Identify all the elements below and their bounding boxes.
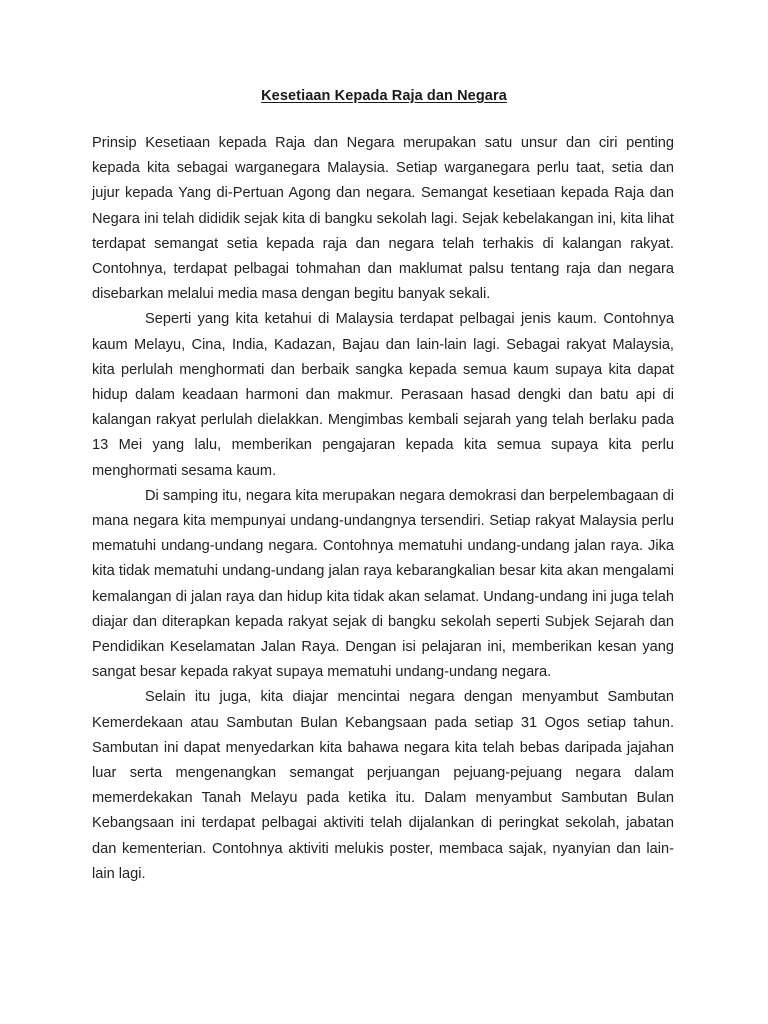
- document-title: Kesetiaan Kepada Raja dan Negara: [261, 88, 507, 104]
- paragraph-1: Prinsip Kesetiaan kepada Raja dan Negara merupakan satu unsur dan ciri penting kepada kita sebagai warganegara Malaysia. Setiap warganegara perlu taat, setia dan jujur kepada Yang di-Pertuan Agong dan negara. Semangat kesetiaan kepada Raja dan Negara ini telah dididik sejak kita di bangku sekolah lagi. Sejak kebelakangan ini, kita lihat terdapat semangat setia kepada raja dan negara telah terhakis di kalangan rakyat. Contohnya, terdapat pelbagai tohmahan dan maklumat palsu tentang raja dan negara disebarkan melalui media masa dengan begitu banyak sekali.: [92, 135, 674, 303]
- document-body: [92, 131, 674, 887]
- paragraph-3: Di samping itu, negara kita merupakan negara demokrasi dan berpelembagaan di mana negara kita mempunyai undang-undangnya tersendiri. Setiap rakyat Malaysia perlu mematuhi undang-undang negara. Contohnya mematuhi undang-undang jalan raya. Jika kita tidak mematuhi undang-undang jalan raya kebarangkalian besar kita akan mengalami kemalangan di jalan raya dan hidup kita tidak akan selamat. Undang-undang ini juga telah diajar dan diterapkan kepada rakyat sejak di bangku sekolah seperti Subjek Sejarah dan Pendidikan Keselamatan Jalan Raya. Dengan isi pelajaran ini, memberikan kesan yang sangat besar kepada rakyat supaya mematuhi undang-undang negara.: [92, 487, 674, 681]
- paragraph-4: Selain itu juga, kita diajar mencintai negara dengan menyambut Sambutan Kemerdekaan atau Sambutan Bulan Kebangsaan pada setiap 31 Ogos setiap tahun. Sambutan ini dapat menyedarkan kita bahawa negara kita telah bebas daripada jajahan luar serta mengenangkan semangat perjuangan pejuang-pejuang negara dalam memerdekakan Tanah Melayu pada ketika itu. Dalam menyambut Sambutan Bulan Kebangsaan ini terdapat pelbagai aktiviti telah dijalankan di peringkat sekolah, jabatan dan kementerian. Contohnya aktiviti melukis poster, membaca sajak, nyanyian dan lain-lain lagi.: [92, 689, 674, 882]
- paragraph-2: Seperti yang kita ketahui di Malaysia terdapat pelbagai jenis kaum. Contohnya kaum Melayu, Cina, India, Kadazan, Bajau dan lain-lain lagi. Sebagai rakyat Malaysia, kita perlulah menghormati dan berbaik sangka kepada semua kaum supaya kita dapat hidup dalam keadaan harmoni dan makmur. Perasaan hasad dengki dan batu api di kalangan rakyat perlulah dielakkan. Mengimbas kembali sejarah yang telah berlaku pada 13 Mei yang lalu, memberikan pengajaran kepada kita semua supaya kita perlu menghormati sesama kaum.: [92, 311, 674, 479]
